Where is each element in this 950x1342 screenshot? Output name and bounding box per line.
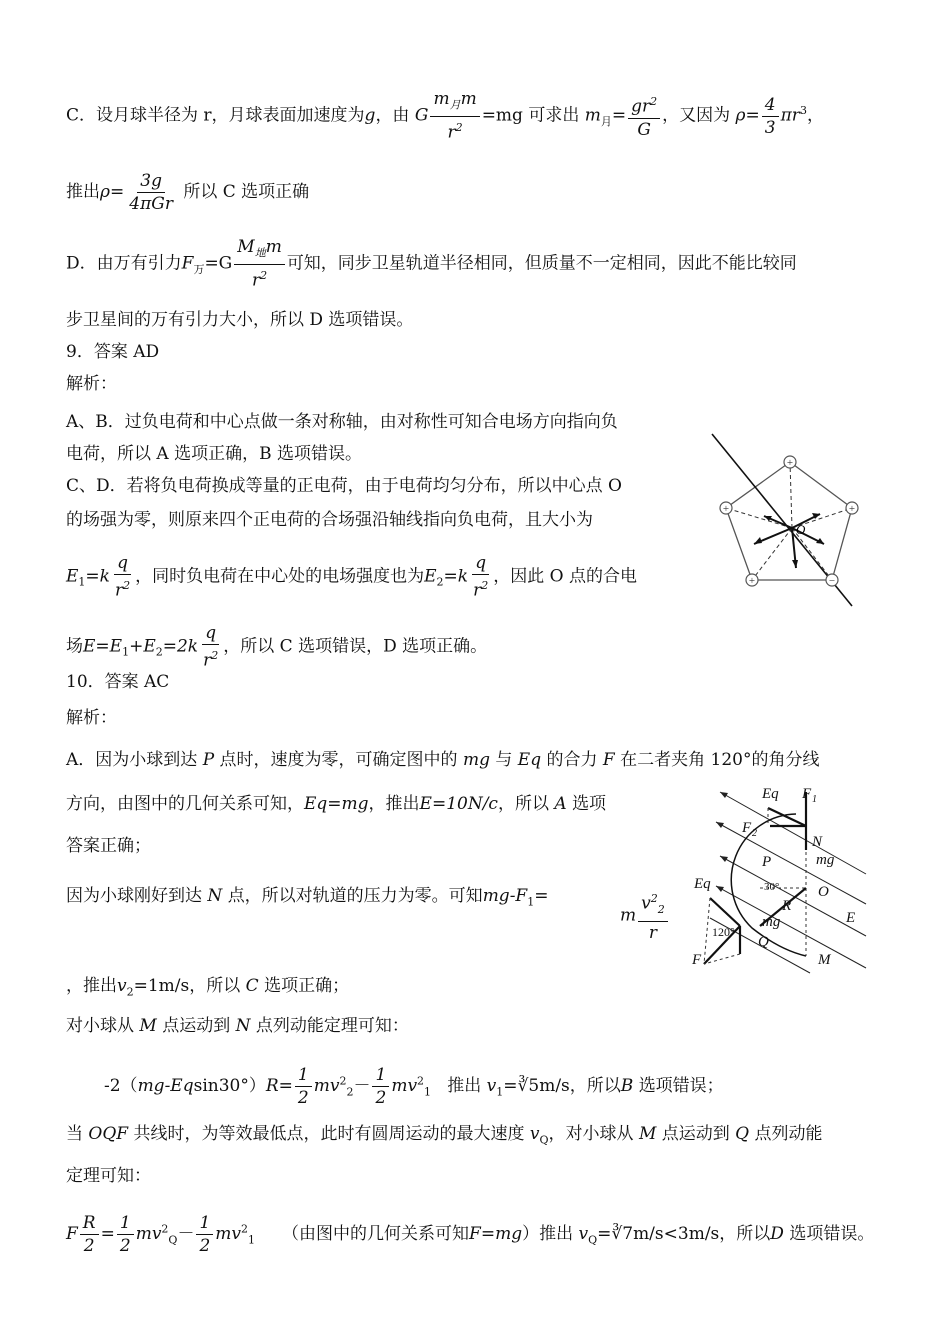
q10-a-line-1: A．因为小球到达 P 点时，速度为零，可确定图中的 mg 与 Eq 的合力 F 在二者夹角 120°的角分线 <box>66 750 820 770</box>
svg-text:+: + <box>748 575 756 587</box>
svg-text:+: + <box>786 457 794 469</box>
svg-text:Eq: Eq <box>762 786 779 802</box>
svg-text:30°: 30° <box>764 881 780 893</box>
svg-text:Q: Q <box>758 934 769 950</box>
center-o-label: O <box>796 522 806 537</box>
q10-a-line-2: 方向，由图中的几何关系可知，Eq=mg，推出E=10N/c，所以 A 选项 <box>66 794 607 814</box>
svg-text:Eq: Eq <box>694 876 711 892</box>
q10-a-line-3: 答案正确； <box>66 836 151 856</box>
q10-oq-line-2: 定理可知： <box>66 1166 151 1186</box>
option-d-line: D．由万有引力$F_万=G$ $\frac{M_地m}{r^2}$ 可知，同步卫星轨道半径相同，但质量不一定相同，因此不能比较同 <box>66 237 797 292</box>
svg-text:M: M <box>818 952 831 968</box>
svg-text:N: N <box>812 834 823 850</box>
q10-analysis-label: 解析： <box>66 708 117 728</box>
svg-text:mg: mg <box>816 852 835 868</box>
q9-cd-line-1: C、D．若将负电荷换成等量的正电荷，由于电荷均匀分布，所以中心点 O <box>66 476 622 496</box>
q10-oq-line-1: 当 OQF 共线时，为等效最低点，此时有圆周运动的最大速度 $v_Q$，对小球从 M 点运动到 Q 点列动能 <box>66 1124 823 1147</box>
svg-text:2: 2 <box>752 828 757 839</box>
q9-analysis-label: 解析： <box>66 374 117 394</box>
svg-text:+: + <box>722 503 730 515</box>
svg-text:O: O <box>818 884 829 900</box>
q10-mn-line: 对小球从 M 点运动到 N 点列动能定理可知： <box>66 1016 409 1036</box>
svg-text:+: + <box>848 503 856 515</box>
svg-text:E: E <box>846 910 856 926</box>
q9-ab-line-1: A、B．过负电荷和中心点做一条对称轴，由对称性可知合电场方向指向负 <box>66 412 618 432</box>
q9-cd-line-3: $E_1=k$ $\frac{q}{r^2}$ ，同时负电荷在中心处的电场强度也为$E_2=k$ $\frac{q}{r^2}$ ，因此 O 点的合电 <box>66 553 637 601</box>
q10-n-line-1: 因为小球刚好到达 N 点，所以对轨道的压力为零。可知$mg-F_1=$ <box>66 886 549 909</box>
q9-cd-line-2: 的场强为零，则原来四个正电荷的合场强沿轴线指向负电荷，且大小为 <box>66 510 593 530</box>
svg-text:−: − <box>828 575 836 587</box>
q9-answer: 9．答案 AD <box>66 342 160 362</box>
track-force-figure <box>690 778 870 974</box>
option-c-line-2: 推出ρ= $\frac{3g}{\text{4πGr}}$ 所以 C 选项正确 <box>66 171 310 214</box>
svg-text:F: F <box>692 952 702 968</box>
svg-text:mg: mg <box>762 914 781 930</box>
q9-ab-line-2: 电荷，所以 A 选项正确，B 选项错误。 <box>66 444 362 464</box>
pentagon-charge-figure <box>706 428 866 610</box>
mv2-over-r: m $\frac{v^2_2}{r}$ <box>620 888 670 944</box>
svg-text:F: F <box>802 786 812 802</box>
svg-text:F: F <box>742 820 752 836</box>
option-c-line: C．设月球半径为 r，月球表面加速度为g，由 G $\frac{m_月m}{r^2}$ =mg 可求出 $m_月=$ $\frac{gr^2}{G}$ ，又因为 ρ= $\frac{4}{3}$ $\pi r^3$， <box>66 89 824 144</box>
option-d-line-2: 步卫星间的万有引力大小，所以 D 选项错误。 <box>66 310 414 330</box>
svg-text:1: 1 <box>812 794 817 805</box>
svg-text:R: R <box>782 898 792 914</box>
q10-equation-1: -2（mg-Eqsin30°）R= $\frac{1}{2}$ $mv^2_2-$ $\frac{1}{2}$ $mv^2_1$ 推出 $v_1=∛5m/s$，所以B 选项错误； <box>104 1065 724 1108</box>
svg-text:120°: 120° <box>712 925 735 939</box>
q10-equation-2: F $\frac{R}{2}$ = $\frac{1}{2}$ $mv^2_Q-$ $\frac{1}{2}$ $mv^2_1$ （由图中的几何关系可知F=mg）推出 $v_Q=∛7m/s<3m/s$，所以D 选项错误。 <box>66 1213 875 1256</box>
q10-n-line-2: ，推出$v_2=1m/s$，所以 C 选项正确； <box>66 976 350 999</box>
svg-text:P: P <box>762 854 772 870</box>
q10-answer: 10．答案 AC <box>66 672 170 692</box>
q9-cd-line-4: 场$E=E_1+E_2=2k$ $\frac{q}{r^2}$ ，所以 C 选项错误，D 选项正确。 <box>66 623 488 671</box>
